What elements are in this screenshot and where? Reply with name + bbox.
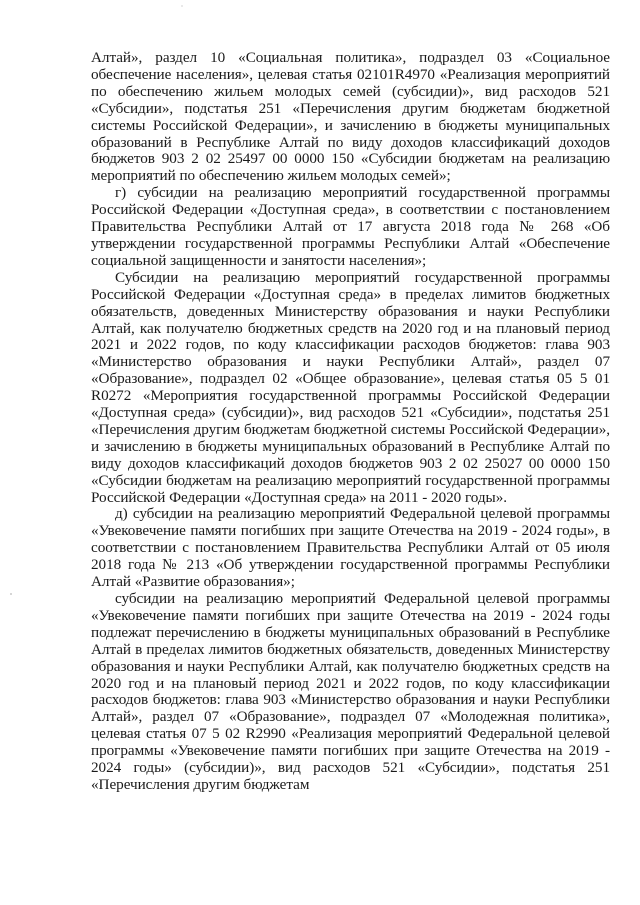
paragraph-subsidy-accessible-environment: Субсидии на реализацию мероприятий государственной программы Российской Федерации «Доступная среда» в пределах лимитов бюджетных обязательств, доведенных Министерству образования и науки Республики Алтай, как получателю бюджетных средств на 2020 год и на плановый период 2021 и 2022 годов, по коду классификации расходов бюджетов: глава 903 «Министерство образования и науки Республики Алтай», раздел 07 «Образование», подраздел 02 «Общее образование», целевая статья 05 5 01 R0272 «Мероприятия государственной программы Российской Федерации «Доступная среда» (субсидии)», вид расходов 521 «Субсидии», подстатья 251 «Перечисления другим бюджетам бюджетной системы Российской Федерации», и зачислению в бюджеты муниципальных образований в Республике Алтай по виду доходов классификаций доходов бюджетов 903 2 02 25027 00 0000 150 «Субсидии бюджетам на реализацию мероприятий государственной программы Российской Федерации «Доступная среда» на 2011 - 2020 годы». bbox=[91, 268, 610, 506]
paragraph-item-d: д) субсидии на реализацию мероприятий Федеральной целевой программы «Увековечение памяти погибших при защите Отечества на 2019 - 2024 годы», в соответствии с постановлением Правительства Республики Алтай от 05 июля 2018 года № 213 «Об утверждении государственной программы Республики Алтай «Развитие образования»; bbox=[91, 505, 610, 591]
scan-speck bbox=[181, 5, 183, 7]
paragraph-item-g: г) субсидии на реализацию мероприятий государственной программы Российской Федерации «Доступная среда», в соответствии с постановлением Правительства Республики Алтай от 17 августа 2018 года № 268 «Об утверждении государственной программы Республики Алтай «Обеспечение социальной защищенности и занятости населения»; bbox=[91, 184, 610, 269]
scan-speck bbox=[10, 593, 12, 595]
paragraph-subsidy-memory-perpetuation: субсидии на реализацию мероприятий Федеральной целевой программы «Увековечение памяти погибших при защите Отечества на 2019 - 2024 годы подлежат перечислению в бюджеты муниципальных образований в Республике Алтай в пределах лимитов бюджетных обязательств, доведенных Министерству образования и науки Республики Алтай, как получателю бюджетных средств на 2020 год и на плановый период 2021 и 2022 годов, по коду классификации расходов бюджетов: глава 903 «Министерство образования и науки Республики Алтай», раздел 07 «Образование», подраздел 07 «Молодежная политика», целевая статья 07 5 02 R2990 «Реализация мероприятий Федеральной целевой программы «Увековечение памяти погибших при защите Отечества на 2019 - 2024 годы» (субсидии)», вид расходов 521 «Субсидии», подстатья 251 «Перечисления другим бюджетам bbox=[91, 590, 610, 793]
document-body bbox=[91, 50, 610, 794]
paragraph-continuation: Алтай», раздел 10 «Социальная политика», подраздел 03 «Социальное обеспечение населения», целевая статья 02101R4970 «Реализация мероприятий по обеспечению жильем молодых семей (субсидии)», вид расходов 521 «Субсидии», подстатья 251 «Перечисления другим бюджетам бюджетной системы Российской Федерации», и зачислению в бюджеты муниципальных образований в Республике Алтай по виду доходов классификаций доходов бюджетов 903 2 02 25497 00 0000 150 «Субсидии бюджетам на реализацию мероприятий по обеспечению жильем молодых семей»; bbox=[91, 49, 610, 185]
